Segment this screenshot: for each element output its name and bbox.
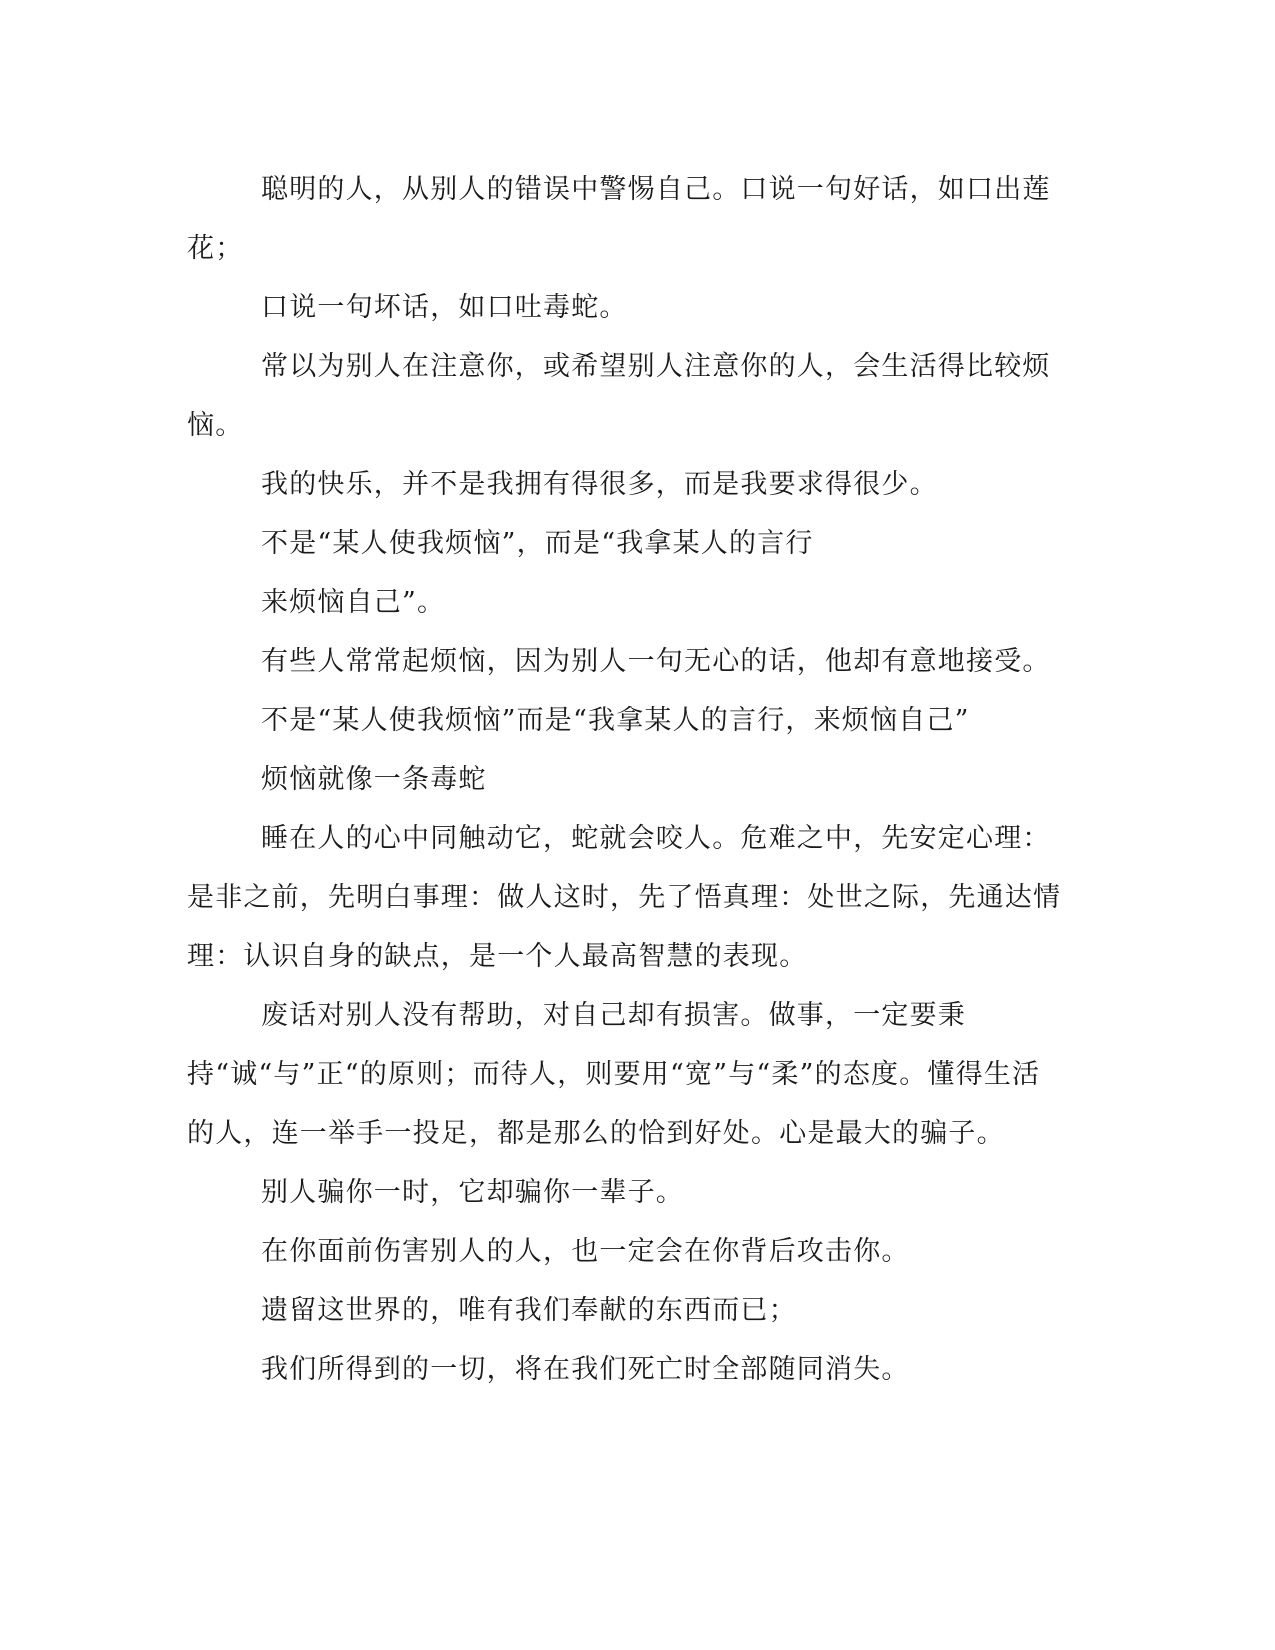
paragraph: 常以为别人在注意你，或希望别人注意你的人，会生活得比较烦恼。 [187, 351, 1051, 441]
paragraph: 别人骗你一时，它却骗你一辈子。 [261, 1177, 684, 1208]
paragraph: 在你面前伤害别人的人，也一定会在你背后攻击你。 [261, 1236, 910, 1267]
paragraph: 不是“某人使我烦恼”，而是“我拿某人的言行 [261, 528, 814, 559]
paragraph: 来烦恼自己”。 [261, 587, 446, 618]
paragraph: 口说一句坏话，如口吐毒蛇。 [261, 292, 628, 323]
paragraph: 我们所得到的一切，将在我们死亡时全部随同消失。 [261, 1354, 910, 1385]
paragraph: 不是“某人使我烦恼”而是“我拿某人的言行，来烦恼自己” [261, 705, 970, 736]
paragraph: 有些人常常起烦恼，因为别人一句无心的话，他却有意地接受。 [261, 646, 1051, 677]
paragraph: 烦恼就像一条毒蛇 [261, 764, 487, 795]
paragraph: 遗留这世界的，唯有我们奉献的东西而已； [261, 1295, 797, 1326]
document-body [187, 160, 1067, 1399]
paragraph: 废话对别人没有帮助，对自己却有损害。做事，一定要秉持“诚“与”正“的原则；而待人，则要用“宽”与“柔”的态度。懂得生活的人，连一举手一投足，都是那么的恰到好处。心是最大的骗子。 [187, 1000, 1041, 1149]
paragraph: 睡在人的心中同触动它，蛇就会咬人。危难之中，先安定心理：是非之前，先明白事理：做人这时，先了悟真理：处世之际，先通达情理：认识自身的缺点，是一个人最高智慧的表现。 [187, 823, 1062, 972]
paragraph: 我的快乐，并不是我拥有得很多，而是我要求得很少。 [261, 469, 938, 500]
paragraph: 聪明的人，从别人的错误中警惕自己。口说一句好话，如口出莲花； [187, 174, 1051, 264]
